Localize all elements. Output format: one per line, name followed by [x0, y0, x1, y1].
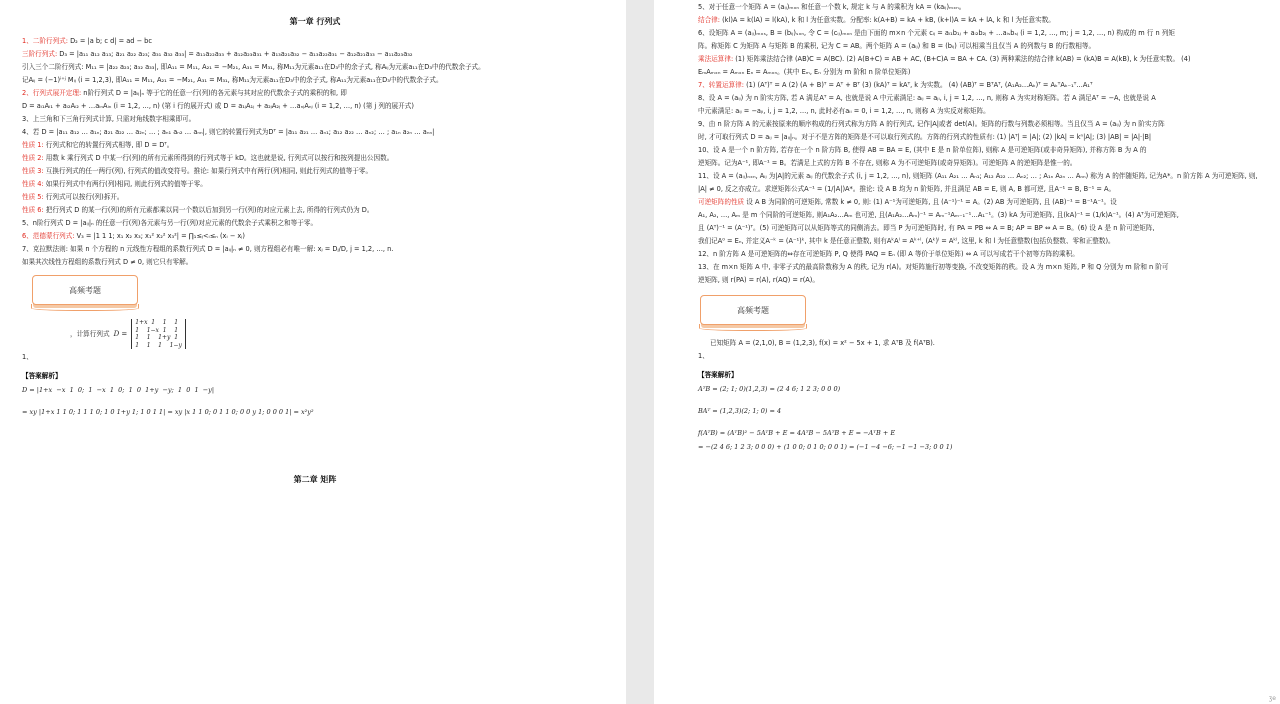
line-text: 中元素满足: aᵢⱼ = −aⱼᵢ, i, j = 1,2, …, n, 此时必有aᵢᵢ = 0, i = 1,2, …, n, 则称 A 为实反对称矩阵。: [698, 107, 990, 115]
line-text: 时, 才可取行列式 D = aᵢⱼ = |aᵢⱼ|ₙ。对于不是方阵的矩阵是不可以取行列式的。方阵的行列式的性质有: (1) |Aᵀ| = |A|; (2) |kA| = kⁿ|A|; (3) |AB| = |A|·|B|: [698, 133, 1152, 141]
left-line: [22, 89, 608, 98]
right-answer-label: 【答案解析】: [698, 371, 738, 379]
line-text: D = aᵢ₁Aᵢ₁ + aᵢ₂Aᵢ₂ + …aᵢₙAᵢₙ (i = 1,2, …, n) (第 i 行的展开式) 或 D = a₁ⱼA₁ⱼ + a₂ⱼA₂ⱼ + …aₙⱼAₙⱼ (i = 1,2, …, n) (第 j 列的展开式): [22, 102, 414, 110]
line-text: 行列式和它的转置行列式相等, 即 D = Dᵀ。: [43, 141, 174, 149]
line-text: 记Aᵢⱼ = (−1)ⁱ⁺ʲ Mᵢⱼ (i = 1,2,3), 即A₁₁ = M₁₁, A₂₁ = −M₂₁, A₃₁ = M₃₁, 称M₁₁为元素a₁₁在D₃中的余子式, 称A₁₁为元素a₁₁在D₃中的代数余子式。: [22, 76, 443, 84]
left-line: [22, 50, 608, 59]
left-answer-label: 【答案解析】: [22, 372, 62, 380]
right-line: [698, 237, 1266, 246]
left-line: [22, 76, 608, 85]
line-text: 8、设 A = (aᵢⱼ) 为 n 阶实方阵, 若 A 满足Aᵀ = A, 也就是说 A 中元素满足: aᵢⱼ = aⱼᵢ, i, j = 1,2, …, n, 则称 A 为实对称矩阵。若 A 满足Aᵀ = −A, 也就是说 A: [698, 94, 1156, 102]
left-question: [70, 319, 608, 349]
right-text-body: [698, 3, 1266, 285]
right-question-number: 1、: [698, 352, 709, 360]
right-line: [698, 55, 1266, 64]
chapter-2-title: 第二章 矩阵: [293, 475, 337, 484]
line-text: 9、由 n 阶方阵 A 的元素按原来的顺序构成的行列式称为方阵 A 的行列式, 记作|A|或者 det(A)。矩阵的行数与列数必须相等。当且仅当 A = (aᵢⱼ) 为 n 阶实方阵: [698, 120, 1165, 128]
right-exam-badge: 高频考题: [700, 295, 806, 325]
right-question: 已知矩阵 A = (2,1,0), B = (1,2,3), f(x) = x² − 5x + 1, 求 AᵀB 及 f(AᵀB).: [710, 339, 935, 347]
line-text: 12、n 阶方阵 A 是可逆矩阵的⇔存在可逆矩阵 P, Q 使得 PAQ = Eₙ (即 A 等价于单位矩阵) ⇔ A 可以写成若干个初等方阵的乘积。: [698, 250, 1079, 258]
left-question-matrix: 1+x 1 1 1 1 1−x 1 1 1 1 1+y 1 1 1 1 1−y: [131, 319, 186, 349]
line-text: 5、对于任意一个矩阵 A = (aᵢⱼ)ₘₓₙ 和任意一个数 k, 规定 k 与 A 的乘积为 kA = (kaᵢⱼ)ₘₓₙ。: [698, 3, 966, 11]
line-text: 11、设 A = (aᵢⱼ)ₙₓₙ, Aᵢⱼ 为|A|的元素 aᵢⱼ 的代数余子式 (i, j = 1,2, …, n), 则矩阵 (A₁₁ A₂₁ … Aₙ₁; A₁₂ A₂₂ … Aₙ₂; … ; A₁ₙ A₂ₙ … Aₙₙ) 称为 A 的伴随矩阵, 记为A*。n 阶方阵 A 为可逆矩阵, 则,: [698, 172, 1258, 180]
line-text: 3、上三角和下三角行列式计算, 只需对角线数字相乘即可。: [22, 115, 196, 123]
left-exam-badge: 高频考题: [32, 275, 138, 305]
line-text: 把行列式 D 的某一行(列)的所有元素都乘以同一个数以后加到另一行(列)的对应元素上去, 所得的行列式仍为 D。: [43, 206, 374, 214]
highlight-term: 性质 2:: [22, 154, 44, 162]
right-answer-line-4: = −(2 4 6; 1 2 3; 0 0 0) + (1 0 0; 0 1 0; 0 0 1) = (−1 −4 −6; −1 −1 −3; 0 0 1): [698, 443, 953, 451]
line-text: 且 (Aᵀ)⁻¹ = (A⁻¹)ᵀ。(5) 可逆矩阵可以从矩阵等式的同侧消去。即当 P 为可逆矩阵时, 有 PA = PB ⇔ A = B; AP = BP ⇔ A = B。(6) 设 A 是 n 阶可逆矩阵,: [698, 224, 1155, 232]
left-line: [22, 193, 608, 202]
left-question-number: 1、: [22, 353, 33, 361]
right-line: [698, 133, 1266, 142]
line-text: (1) (Aᵀ)ᵀ = A (2) (A + B)ᵀ = Aᵀ + Bᵀ (3) (kA)ᵀ = kAᵀ, k 为实数。 (4) (AB)ᵀ = BᵀAᵀ, (A₁A₂…Aₖ)ᵀ = AₖᵀAₖ₋₁ᵀ…A₁ᵀ: [743, 81, 1093, 89]
highlight-term: 性质 4:: [22, 180, 44, 188]
line-text: D₃ = |a₁₁ a₁₂ a₁₃; a₂₁ a₂₂ a₂₃; a₃₁ a₃₂ a₃₃| = a₁₁a₂₂a₃₃ + a₁₂a₂₃a₃₁ + a₁₃a₂₁a₃₂ − a₁₃a₂₂a₃₁ − a₁₂a₂₁a₃₃ − a₁₁a₂₃a₃₂: [57, 50, 413, 58]
right-line: [698, 68, 1266, 77]
highlight-term: 结合律:: [698, 16, 721, 24]
line-text: 6、设矩阵 A = (aᵢⱼ)ₘₓₛ, B = (bᵢⱼ)ₛₓₙ, 令 C = (cᵢⱼ)ₘₓₙ 是由下面的 m×n 个元素 cᵢⱼ = aᵢ₁b₁ⱼ + aᵢ₂b₂ⱼ + …aᵢₛbₛⱼ (i = 1,2, …, m; j = 1,2, …, n) 构成的 m 行 n 列矩: [698, 29, 1175, 37]
left-question-prefix: ，计算行列式: [70, 329, 110, 338]
line-text: n阶行列式 D = |aᵢⱼ|ₙ 等于它的任意一行(列)的各元素与其对应的代数余子式的乘积的和, 即: [81, 89, 347, 97]
line-text: 行列式可以按行(列)拆开。: [43, 193, 124, 201]
line-text: 逆矩阵, 则 r(PA) = r(A), r(AQ) = r(A)。: [698, 276, 819, 284]
highlight-term: 乘法运算律:: [698, 55, 734, 63]
left-line: [22, 206, 608, 215]
highlight-term: 性质 1:: [22, 141, 44, 149]
left-question-var: D =: [113, 329, 128, 338]
right-line: [698, 107, 1266, 116]
left-line: [22, 245, 608, 254]
left-answer-line-2: = xy |1+x 1 1 0; 1 1 1 0; 1 0 1+y 1; 1 0 1 1| = xy |x 1 1 0; 0 1 1 0; 0 0 y 1; 0 0 0 1| = x²y²: [22, 408, 314, 416]
page-gutter: [626, 0, 654, 704]
left-answer-line-1: D = |1+x −x 1 0; 1 −x 1 0; 1 0 1+y −y; 1 0 1 −y|: [22, 386, 215, 394]
line-text: A₁, A₂, …, Aₘ 是 m 个同阶的可逆矩阵, 则A₁A₂…Aₘ 也可逆, 且(A₁A₂…Aₘ)⁻¹ = Aₘ⁻¹Aₘ₋₁⁻¹…A₁⁻¹。(3) kA 为可逆矩阵, 且(kA)⁻¹ = (1/k)A⁻¹。(4) Aᵀ为可逆矩阵,: [698, 211, 1179, 219]
right-line: [698, 120, 1266, 129]
highlight-term: 性质 5:: [22, 193, 44, 201]
line-text: 阵。称矩阵 C 为矩阵 A 与矩阵 B 的乘积, 记为 C = AB。两个矩阵 A = (aᵢⱼ) 和 B = (bᵢⱼ) 可以相乘当且仅当 A 的列数与 B 的行数相等。: [698, 42, 1096, 50]
right-answer-line-2: BAᵀ = (1,2,3)(2; 1; 0) = 4: [698, 407, 782, 415]
right-answer-line-3: f(AᵀB) = (AᵀB)² − 5AᵀB + E = 4AᵀB − 5AᵀB + E = −AᵀB + E: [698, 429, 896, 437]
highlight-term: 1、二阶行列式:: [22, 37, 68, 45]
left-line: [22, 154, 608, 163]
line-text: 如果行列式中有两行(列)相同, 则此行列式的值等于零。: [43, 180, 207, 188]
right-line: [698, 16, 1266, 25]
highlight-term: 性质 6:: [22, 206, 44, 214]
highlight-term: 6、范德蒙行列式:: [22, 232, 75, 240]
line-text: 逆矩阵。记为A⁻¹, 即A⁻¹ = B。若满足上式的方阵 B 不存在, 则称 A 为不可逆矩阵(或奇异矩阵)。可逆矩阵 A 的逆矩阵是惟一的。: [698, 159, 1077, 167]
line-text: 我们记A⁰ = Eₙ, 并定义A⁻ᵏ = (A⁻¹)ᵏ, 其中 k 是任意正整数, 则有AᵏAˡ = Aᵏ⁺ˡ, (Aᵏ)ˡ = Aᵏˡ, 这里, k 和 l 为任意整数(包括负整数、零和正整数)。: [698, 237, 1115, 245]
right-line: [698, 3, 1266, 12]
left-text-body: [22, 37, 608, 267]
left-line: [22, 167, 608, 176]
right-line: [698, 81, 1266, 90]
left-line: [22, 258, 608, 267]
line-text: 如果其次线性方程组的系数行列式 D ≠ 0, 则它只有零解。: [22, 258, 193, 266]
right-line: [698, 94, 1266, 103]
line-text: 设 A B 为同阶的可逆矩阵, 常数 k ≠ 0, 则: (1) A⁻¹为可逆矩阵, 且 (A⁻¹)⁻¹ = A。(2) AB 为可逆矩阵, 且 (AB)⁻¹ = B⁻¹A⁻¹。设: [744, 198, 1117, 206]
left-line: [22, 232, 608, 241]
right-answer-line-1: AᵀB = (2; 1; 0)(1,2,3) = (2 4 6; 1 2 3; 0 0 0): [698, 385, 841, 393]
left-line: [22, 115, 608, 124]
left-line: [22, 37, 608, 46]
right-exam-badge-wrap: [698, 289, 1266, 335]
line-text: V₃ = |1 1 1; x₁ x₂ x₃; x₁² x₂² x₃²| = ∏₁≤ⱼ<ᵢ≤ₙ (xᵢ − xⱼ): [74, 232, 245, 240]
right-line: [698, 42, 1266, 51]
document-page-left: [0, 0, 626, 704]
line-text: 7、克拉默法则: 如果 n 个方程的 n 元线性方程组的系数行列式 D = |aᵢⱼ|ₙ ≠ 0, 则方程组必有唯一解: xⱼ = Dⱼ/D, j = 1,2, …, n.: [22, 245, 394, 253]
right-line: [698, 211, 1266, 220]
right-line: [698, 172, 1266, 181]
right-line: [698, 250, 1266, 259]
left-line: [22, 128, 608, 137]
line-text: |A| ≠ 0, 反之亦成立。求逆矩阵公式A⁻¹ = (1/|A|)A*。推论: 设 A B 均为 n 阶矩阵, 并且满足 AB = E, 则 A, B 都可逆, 且A⁻¹ = B, B⁻¹ = A。: [698, 185, 1116, 193]
highlight-term: 三阶行列式:: [22, 50, 58, 58]
line-text: D₂ = |a b; c d| = ad − bc: [67, 37, 152, 45]
right-line: [698, 146, 1266, 155]
highlight-term: 7、转置运算律:: [698, 81, 744, 89]
right-line: [698, 185, 1266, 194]
right-line: [698, 29, 1266, 38]
line-text: (1) 矩阵乘法结合律 (AB)C = A(BC). (2) A(B+C) = AB + AC, (B+C)A = BA + CA. (3) 两种乘法的结合律 k(AB) = (kA)B = A(kB), k 为任意实数。 (4): [733, 55, 1191, 63]
highlight-term: 可逆矩阵的性质: [698, 198, 745, 206]
highlight-term: 2、行列式展开定理:: [22, 89, 82, 97]
line-text: 13、在 m×n 矩阵 A 中, 非零子式的最高阶数称为 A 的秩, 记为 r(A)。对矩阵施行初等变换, 不改变矩阵的秩。设 A 为 m×n 矩阵, P 和 Q 分别为 m 阶和 n 阶可: [698, 263, 1169, 271]
right-line: [698, 224, 1266, 233]
line-text: 5、n阶行列式 D = |aᵢⱼ|ₙ 的任意一行(列)各元素与另一行(列)对应元素的代数余子式乘积之和等于零。: [22, 219, 318, 227]
highlight-term: 性质 3:: [22, 167, 44, 175]
line-text: 互换行列式的任一两行(列), 行列式的值改变符号。推论: 如果行列式中有两行(列)相同, 则此行列式的值等于零。: [43, 167, 373, 175]
left-exam-badge-wrap: [22, 271, 608, 315]
right-line: [698, 159, 1266, 168]
right-line: [698, 198, 1266, 207]
chapter-1-title: 第一章 行列式: [289, 17, 341, 26]
left-line: [22, 180, 608, 189]
line-text: 4、若 D = |a₁₁ a₁₂ … a₁ₙ; a₂₁ a₂₂ … a₂ₙ; … ; aₙ₁ aₙ₂ … aₙₙ|, 则它的转置行列式为Dᵀ = |a₁₁ a₂₁ … aₙ₁; a₁₂ a₂₂ … aₙ₂; … ; a₁ₙ a₂ₙ … aₙₙ|: [22, 128, 435, 136]
line-text: EₘAₘₓₙ = Aₘₓₙ Eₙ = Aₘₓₙ。(其中 Eₘ, Eₙ 分别为 m 阶和 n 阶单位矩阵): [698, 68, 911, 76]
line-text: 引入三个二阶行列式: M₁₁ = |a₂₂ a₂₃; a₃₂ a₃₃|, 即A₁₁ = M₁₁, A₂₁ = −M₂₁, A₃₁ = M₃₁, 称M₁₁为元素a₁₁在D₃中的余子式, 称Aᵢⱼ为元素a₁₁在D₃中的代数余子式。: [22, 63, 485, 71]
document-page-right: [654, 0, 1280, 704]
left-line: [22, 102, 608, 111]
left-line: [22, 141, 608, 150]
left-line: [22, 219, 608, 228]
left-line: [22, 63, 608, 72]
right-line: [698, 263, 1266, 272]
right-line: [698, 276, 1266, 285]
line-text: (kl)A = k(lA) = l(kA), k 和 l 为任意实数。分配率: k(A+B) = kA + kB, (k+l)A = kA + lA, k 和 l 为任意实数。: [720, 16, 1055, 24]
line-text: 10、设 A 是一个 n 阶方阵, 若存在一个 n 阶方阵 B, 使得 AB = BA = E, (其中 E 是 n 阶单位阵), 则称 A 是可逆矩阵(或非奇异矩阵), 并称方阵 B 为 A 的: [698, 146, 1147, 154]
page-corner-mark: ʒe: [1268, 695, 1276, 702]
line-text: 用数 k 乘行列式 D 中某一行(列)的所有元素所得到的行列式等于 kD。这也就是说, 行列式可以按行和按列提出公因数。: [43, 154, 394, 162]
